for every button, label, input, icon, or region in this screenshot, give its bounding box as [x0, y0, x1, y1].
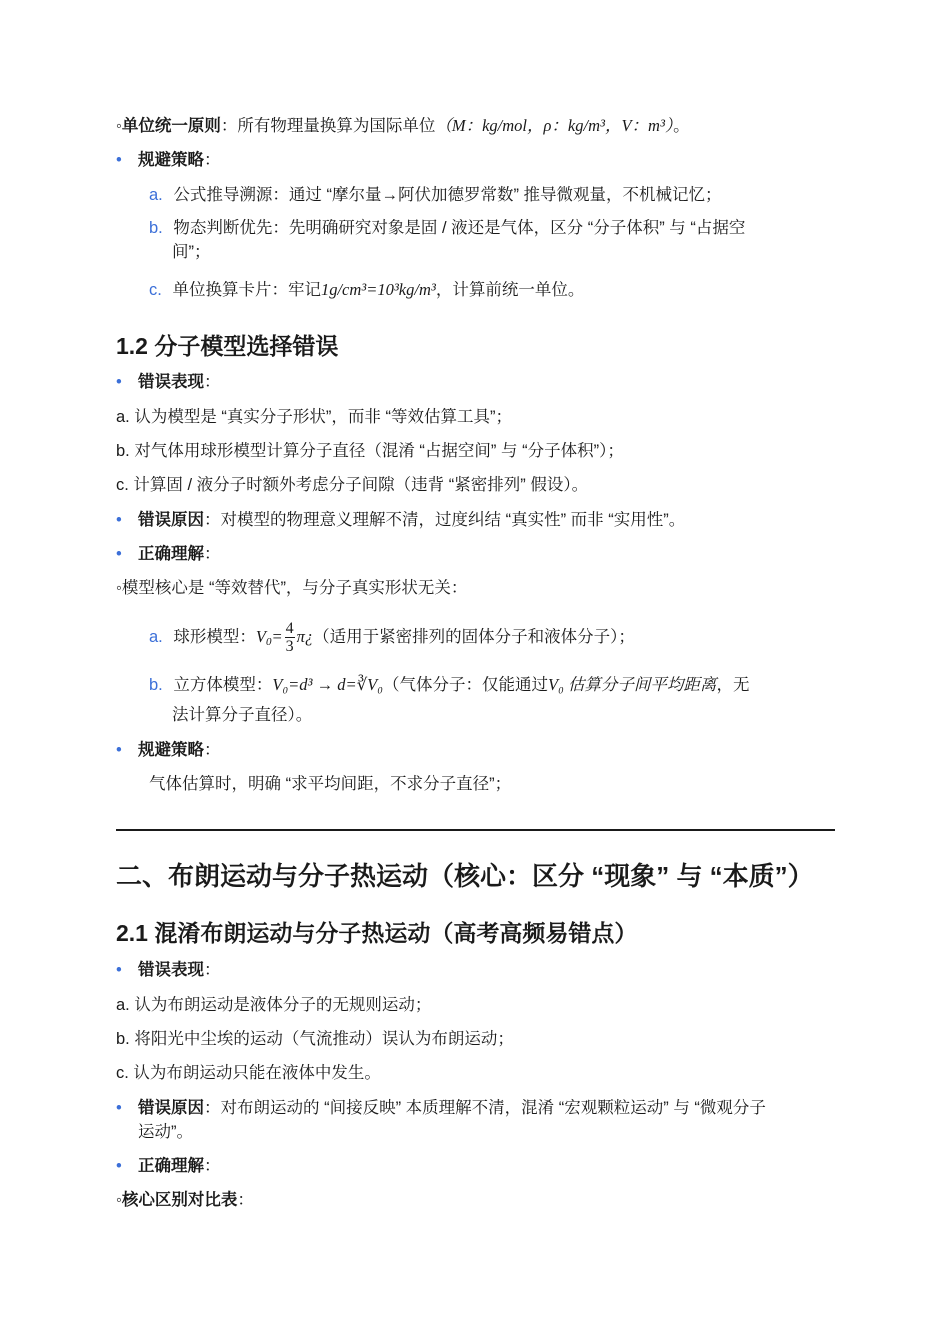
list-item-text: 物态判断优先：先明确研究对象是固 / 液还是气体，区分 “分子体积” 与 “占据空: [173, 219, 746, 237]
error-item: b. 将阳光中尘埃的运动（气流推动）误认为布朗运动；: [116, 1030, 514, 1048]
bullet-icon: •: [116, 151, 122, 169]
bullet-icon: •: [116, 961, 122, 979]
list-item-text: 单位换算卡片：牢记: [172, 281, 321, 299]
avoid-strategy-label: 规避策略: [138, 151, 204, 169]
density-formula: 1g/cm³=10³kg/m³: [320, 280, 436, 299]
compare-table-heading: ◦核心区别对比表：: [116, 1191, 254, 1209]
bullet-icon: •: [116, 373, 122, 391]
unit-formula: （M：kg/mol，ρ：kg/m³，V：m³）: [435, 116, 674, 135]
correct-heading: • 正确理解：: [116, 542, 221, 566]
error-item: c. 认为布朗运动只能在液体中发生。: [116, 1064, 381, 1082]
bullet-icon: •: [116, 1099, 122, 1117]
model-core-line: ◦模型核心是 “等效替代”，与分子真实形状无关：: [116, 579, 468, 597]
error-item: b. 对气体用球形模型计算分子直径（混淆 “占据空间” 与 “分子体积”）；: [116, 442, 624, 460]
unit-principle-text: ：所有物理量换算为国际单位: [220, 117, 436, 135]
avoid-strategy-heading: • 规避策略：: [116, 738, 221, 762]
circle-bullet-icon: ◦: [116, 117, 122, 135]
error-item: a. 认为模型是 “真实分子形状”，而非 “等效估算工具”；: [116, 408, 512, 426]
unit-principle-label: 单位统一原则: [121, 117, 221, 135]
list-item-text: 公式推导溯源：通过 “摩尔量→阿伏加德罗常数” 推导微观量，不机械记忆；: [173, 186, 722, 204]
circle-bullet-icon: ◦: [116, 579, 122, 597]
section-heading: 1.2 分子模型选择错误: [116, 333, 339, 359]
cube-model-continuation: 法计算分子直径）。: [172, 706, 313, 724]
error-show-heading: • 错误表现：: [116, 370, 221, 394]
circle-bullet-icon: ◦: [116, 1191, 122, 1209]
cube-model-item: b. 立方体模型：V₀=d³ → d=∛V₀（气体分子：仅能通过V₀ 估算分子间平均距离，无: [149, 675, 750, 694]
error-cause-line: • 错误原因：对模型的物理意义理解不清，过度纠结 “真实性” 而非 “实用性”。: [116, 508, 685, 532]
error-show-heading: • 错误表现：: [116, 958, 221, 982]
avoid-strategy-heading: • 规避策略：: [116, 148, 221, 172]
error-item: c. 计算固 / 液分子时额外考虑分子间隙（违背 “紧密排列” 假设）。: [116, 476, 589, 494]
cube-formula: V₀=d³ → d=∛V₀: [272, 675, 383, 694]
list-marker: b.: [149, 219, 163, 237]
list-marker: a.: [149, 186, 163, 204]
bullet-icon: •: [116, 545, 122, 563]
list-item: c. 单位换算卡片：牢记1g/cm³=10³kg/m³，计算前统一单位。: [149, 280, 585, 299]
bullet-icon: •: [116, 1157, 122, 1175]
error-cause-line: • 错误原因：对布朗运动的 “间接反映” 本质理解不清，混淆 “宏观颗粒运动” 与 “微观分子: [116, 1096, 766, 1120]
bullet-icon: •: [116, 741, 122, 759]
section-heading: 2.1 混淆布朗运动与分子热运动（高考高频易错点）: [116, 920, 638, 946]
correct-heading: • 正确理解：: [116, 1154, 221, 1178]
avoid-strategy-text: 气体估算时，明确 “求平均间距，不求分子直径”；: [149, 775, 512, 793]
section-divider: [116, 829, 835, 831]
error-cause-continuation: 运动”。: [138, 1123, 193, 1141]
error-item: a. 认为布朗运动是液体分子的无规则运动；: [116, 996, 432, 1014]
sphere-model-item: a. 球形模型：$V_0=$ $\frac{4}{3}$ π¿（适用于紧密排列的固体分子和液体分子）；: [149, 620, 635, 656]
list-item: [149, 183, 722, 207]
list-item-continuation: 间”；: [172, 243, 211, 261]
list-marker: c.: [149, 281, 162, 299]
chapter-heading: 二、布朗运动与分子热运动（核心：区分 “现象” 与 “本质”）: [116, 861, 814, 891]
bullet-icon: •: [116, 511, 122, 529]
four-thirds-fraction: $\frac{4}{3}$: [285, 620, 294, 656]
list-item: [149, 216, 745, 240]
unit-principle-line: ◦单位统一原则：所有物理量换算为国际单位（M：kg/mol，ρ：kg/m³，V：m³）。: [116, 116, 690, 135]
